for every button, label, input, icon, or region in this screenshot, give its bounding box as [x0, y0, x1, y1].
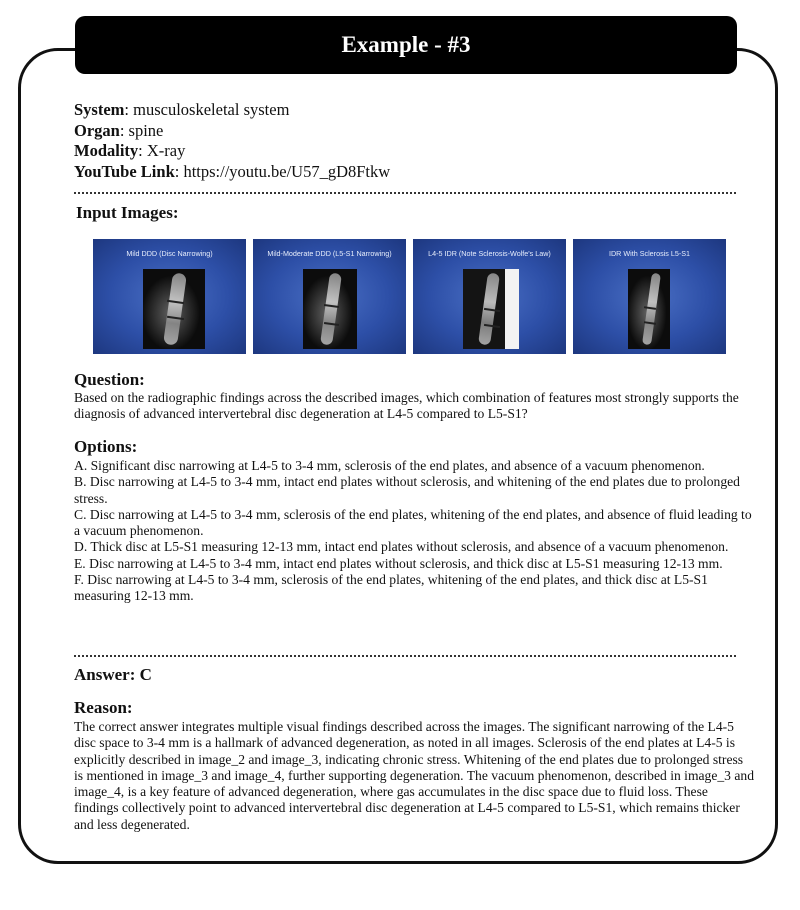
system-line	[74, 100, 754, 121]
answer: Answer: C	[74, 665, 152, 684]
option-d: D. Thick disc at L5-S1 measuring 12-13 mm, intact end plates without sclerosis, and absence of a vacuum phenomenon.	[74, 539, 729, 555]
question-text: Based on the radiographic findings across the described images, which combination of features most strongly supports the diagnosis of advanced intervertebral disc degeneration at L4-5 compared to L5-S1?	[74, 390, 739, 422]
input-image-1-caption: Mild DDD (Disc Narrowing)	[126, 249, 213, 258]
option-b: B. Disc narrowing at L4-5 to 3-4 mm, intact end plates without sclerosis, and whitening of the end plates due to prolonged stress.	[74, 474, 740, 506]
options-heading: Options:	[74, 437, 138, 456]
xray-image-1	[143, 269, 205, 349]
input-image-1	[93, 239, 246, 354]
input-image-3	[413, 239, 566, 354]
metadata-block	[74, 100, 754, 182]
example-title-bar	[75, 16, 737, 74]
organ-line	[74, 121, 754, 142]
options-list	[74, 458, 754, 605]
xray-image-3	[463, 269, 519, 349]
input-images-heading: Input Images:	[76, 203, 179, 222]
option-f: F. Disc narrowing at L4-5 to 3-4 mm, sclerosis of the end plates, whitening of the end plates, and thick disc at L5-S1 measuring 12-13 mm.	[74, 572, 708, 604]
input-image-3-caption: L4-5 IDR (Note Sclerosis-Wolfe's Law)	[428, 249, 551, 258]
organ-value: : spine	[119, 120, 164, 140]
divider-bottom	[74, 655, 736, 657]
modality-value: : X-ray	[138, 141, 186, 160]
youtube-link-label: YouTube Link	[74, 161, 175, 181]
input-image-4	[573, 239, 726, 354]
reason-text: The correct answer integrates multiple visual findings described across the images. The significant narrowing of the L4-5 disc space to 3-4 mm is a hallmark of advanced degeneration, as noted in all images. Sclerosis of the end plates at L4-5 is explicitly described in image_2 and image_3, indicating chronic stress. Whitening of the end plates due to prolonged stress is mentioned in image_3 and image_4, further supporting degeneration. The vacuum phenomenon, described in image_3 and image_4, is a key feature of advanced degeneration, where gas accumulates in the disc space due to fluid loss. These findings collectively point to advanced intervertebral disc degeneration at L4-5 compared to L5-S1, which remains thicker and less degenerated.	[74, 719, 755, 832]
organ-label: Organ	[74, 120, 120, 140]
xray-image-4	[628, 269, 670, 349]
question-heading: Question:	[74, 370, 145, 389]
modality-label: Modality	[74, 141, 139, 160]
input-images-row	[93, 239, 733, 354]
divider-top	[74, 192, 736, 194]
example-title: Example - #3	[341, 32, 471, 57]
xray-image-2	[303, 269, 357, 349]
system-value: : musculoskeletal system	[124, 100, 290, 119]
input-image-2	[253, 239, 406, 354]
input-image-2-caption: Mild-Moderate DDD (L5-S1 Narrowing)	[267, 249, 392, 258]
option-e: E. Disc narrowing at L4-5 to 3-4 mm, intact end plates without sclerosis, and thick disc at L5-S1 measuring 12-13 mm.	[74, 555, 723, 571]
option-c: C. Disc narrowing at L4-5 to 3-4 mm, sclerosis of the end plates, whitening of the end plates, and absence of fluid leading to a vacuum phenomenon.	[74, 506, 752, 539]
input-image-4-caption: IDR With Sclerosis L5-S1	[608, 249, 691, 258]
system-label: System	[74, 100, 125, 119]
option-a: A. Significant disc narrowing at L4-5 to 3-4 mm, sclerosis of the end plates, and absence of a vacuum phenomenon.	[74, 458, 705, 473]
youtube-link-line	[74, 162, 754, 183]
modality-line	[74, 141, 754, 162]
youtube-link-value: : https://youtu.be/U57_gD8Ftkw	[174, 161, 391, 181]
reason-heading: Reason:	[74, 698, 133, 717]
